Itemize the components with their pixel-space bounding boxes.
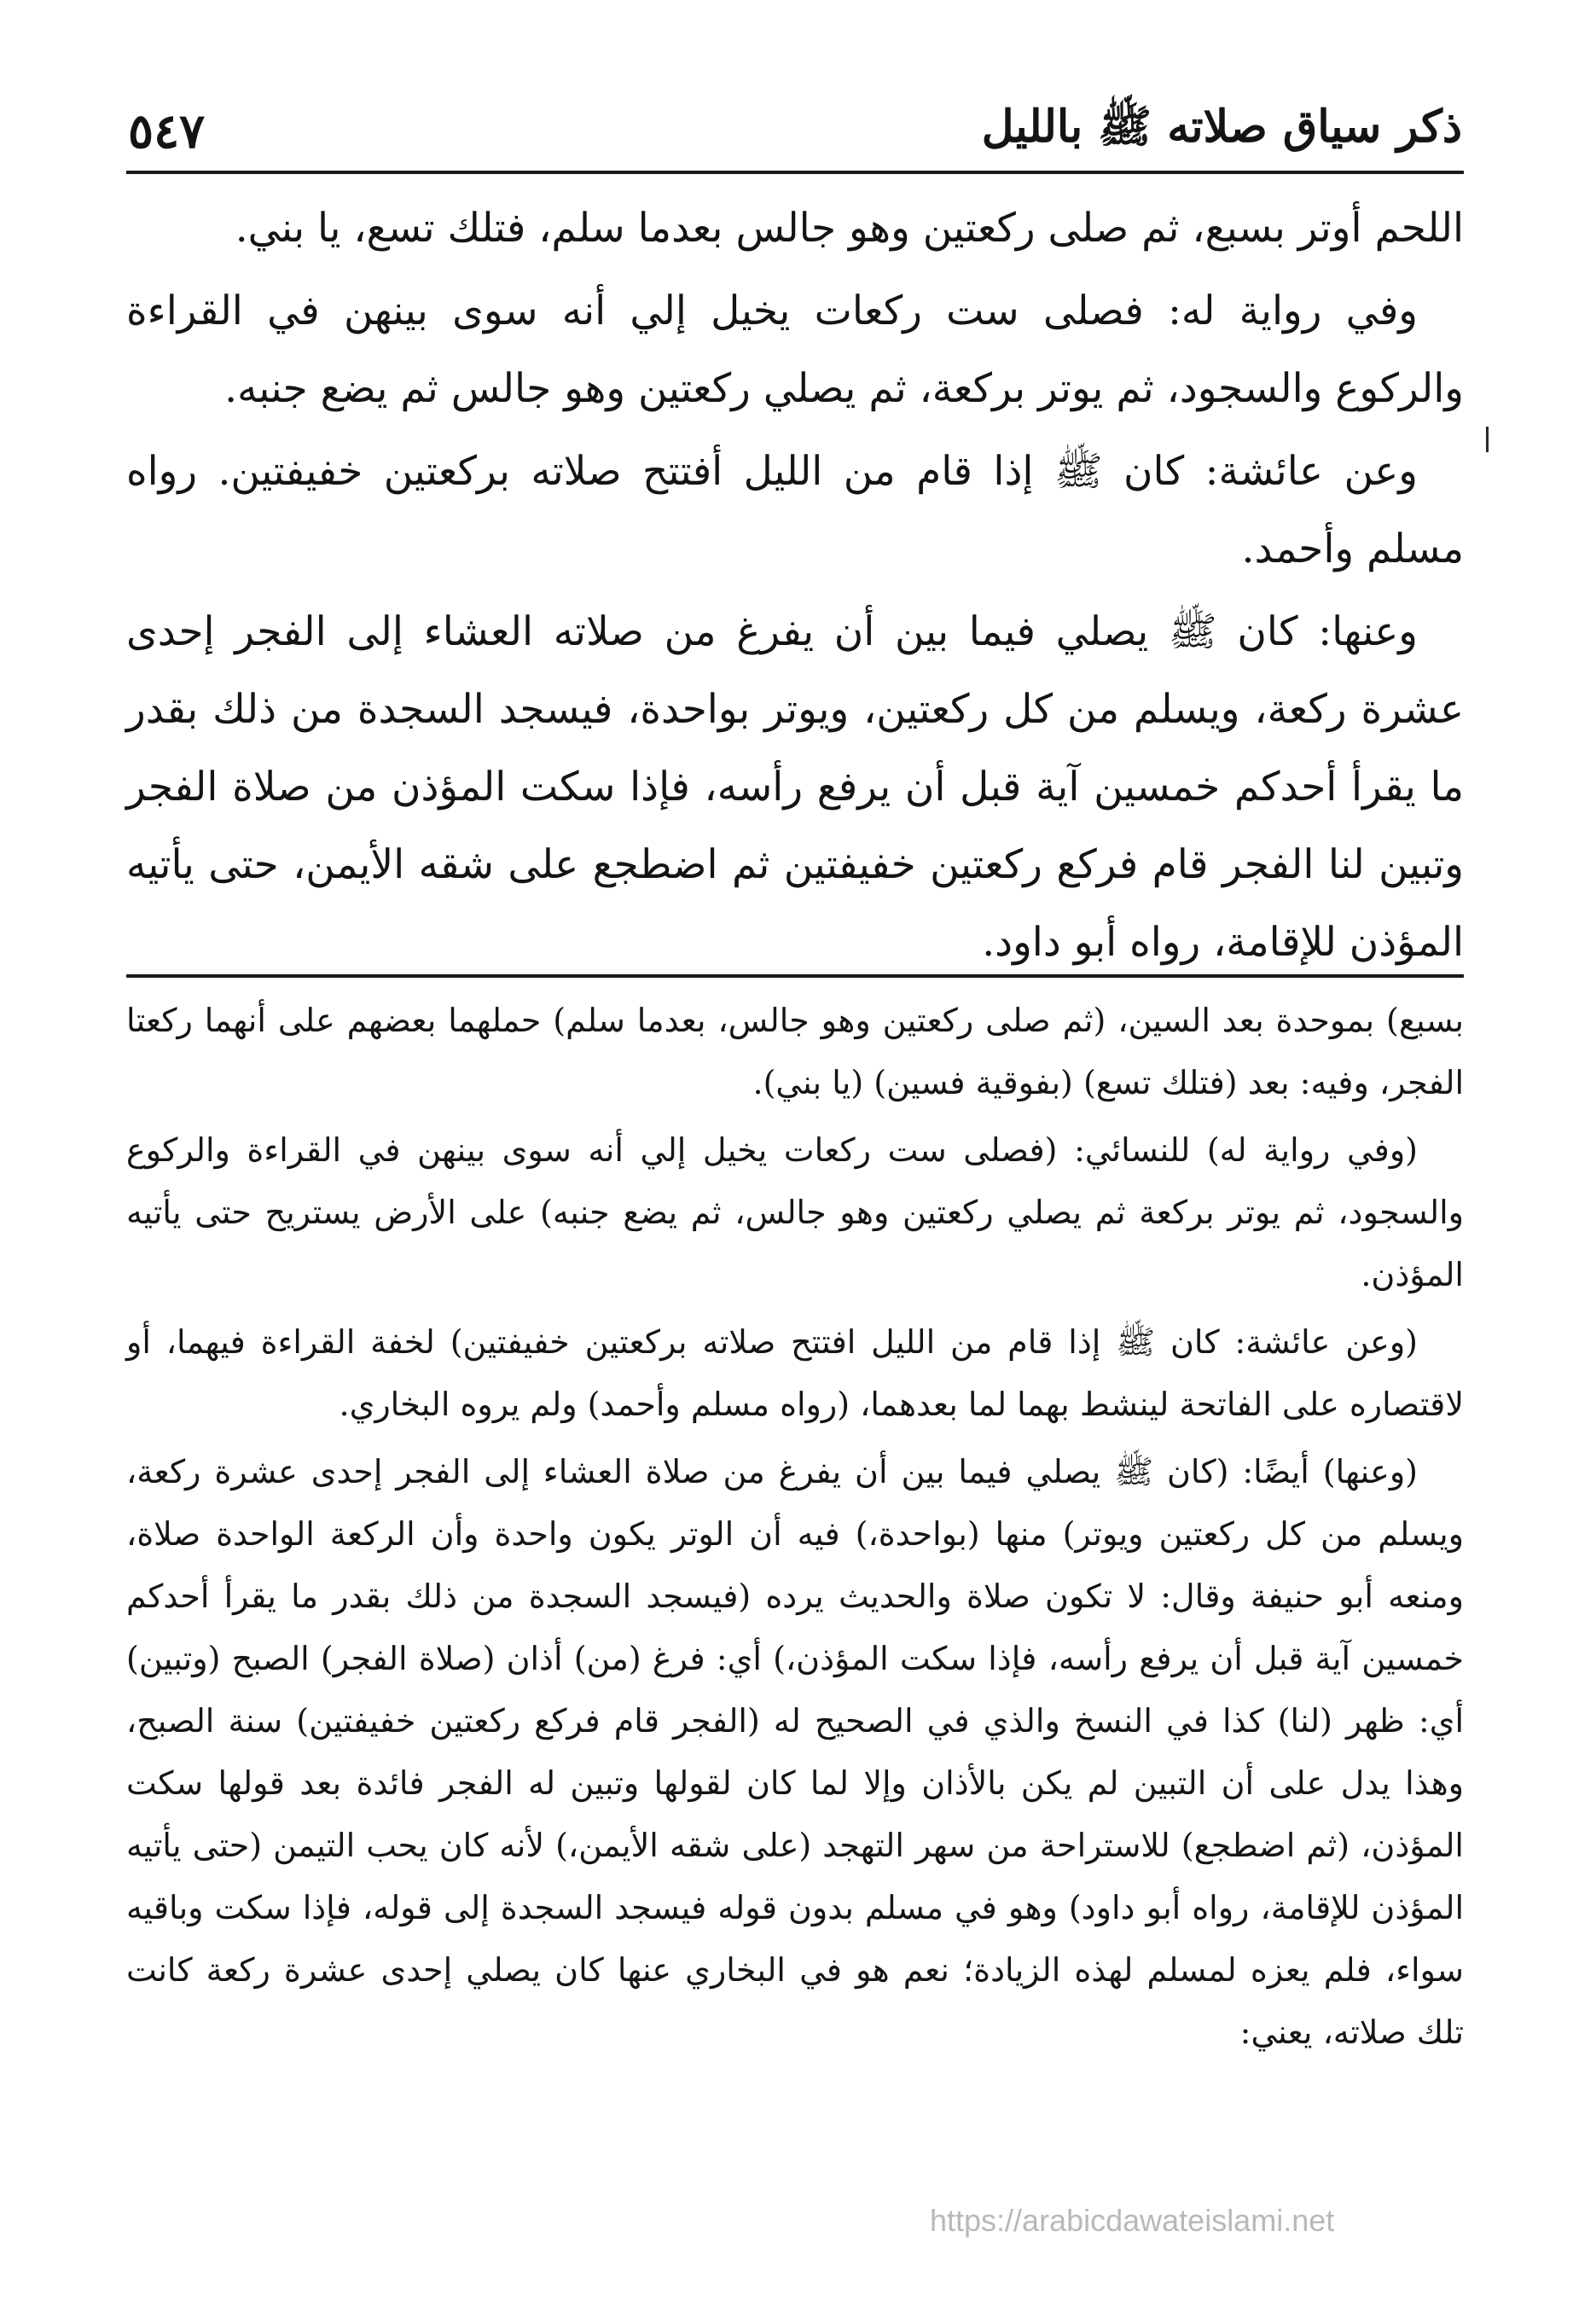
main-paragraph: اللحم أوتر بسبع، ثم صلى ركعتين وهو جالس بعدما سلم، فتلك تسع، يا بني. [235,205,1464,252]
commentary-paragraph: (وعن عائشة: كان ﷺ إذا قام من الليل افتتح صلاته بركعتين خفيفتين) لخفة القراءة فيهما، أو لاقتصاره على الفاتحة لينشط بهما لما بعدهما، (رواه مسلم وأحمد) ولم يروه البخاري. [126,1323,1464,1423]
running-title: ذكر سياق صلاته ﷺ بالليل [981,100,1462,153]
commentary-paragraph: (وفي رواية له) للنسائي: (فصلى ست ركعات يخيل إلي أنه سوى بينهن في القراءة والركوع والسجود، ثم يوتر بركعة ثم يصلي ركعتين وهو جالس، ثم يضع جنبه) على الأرض يستريح حتى يأتيه المؤذن. [126,1131,1464,1293]
commentary-paragraph: بسبع) بموحدة بعد السين، (ثم صلى ركعتين وهو جالس، بعدما سلم) حملهما بعضهم على أنهما ركعتا الفجر، وفيه: بعد (فتلك تسع) (بفوقية فسين) (يا بني). [126,1002,1464,1101]
commentary-block [126,990,1464,2069]
main-paragraph: وفي رواية له: فصلى ست ركعات يخيل إلي أنه سوى بينهن في القراءة والركوع والسجود، ثم يوتر بركعة، ثم يصلي ركعتين وهو جالس ثم يضع جنبه. [126,288,1464,412]
page-header [128,92,1462,171]
main-paragraph: وعنها: كان ﷺ يصلي فيما بين أن يفرغ من صلاته العشاء إلى الفجر إحدى عشرة ركعة، ويسلم من كل ركعتين، ويوتر بواحدة، فيسجد السجدة من ذلك بقدر ما يقرأ أحدكم خمسين آية قبل أن يرفع رأسه، فإذا سكت المؤذن من صلاة الفجر وتبين لنا الفجر قام فركع ركعتين خفيفتين ثم اضطجع على شقه الأيمن، حتى يأتيه المؤذن للإقامة، رواه أبو داود. [126,608,1464,966]
header-rule [126,171,1464,174]
commentary-divider [126,974,1464,978]
watermark-url: https://arabicdawateislami.net [930,2203,1335,2238]
main-text-block [126,189,1464,986]
commentary-paragraph: (وعنها) أيضًا: (كان ﷺ يصلي فيما بين أن يفرغ من صلاة العشاء إلى الفجر إحدى عشرة ركعة، ويسلم من كل ركعتين ويوتر) منها (بواحدة،) فيه أن الوتر يكون واحدة وأن الركعة الواحدة صلاة، ومنعه أبو حنيفة وقال: لا تكون صلاة والحديث يرده (فيسجد السجدة من ذلك بقدر ما يقرأ أحدكم خمسين آية قبل أن يرفع رأسه، فإذا سكت المؤذن،) أي: فرغ (من) أذان (صلاة الفجر) الصبح (وتبين) أي: ظهر (لنا) كذا في النسخ والذي في الصحيح له (الفجر قام فركع ركعتين خفيفتين) سنة الصبح، وهذا يدل على أن التبين لم يكن بالأذان وإلا لما كان لقولها وتبين له الفجر فائدة بعد قولها سكت المؤذن، (ثم اضطجع) للاستراحة من سهر التهجد (على شقه الأيمن،) لأنه كان يحب التيمن (حتى يأتيه المؤذن للإقامة، رواه أبو داود) وهو في مسلم بدون قوله فيسجد السجدة إلى قوله، فإذا سكت وباقيه سواء، فلم يعزه لمسلم لهذه الزيادة؛ نعم هو في البخاري عنها كان يصلي إحدى عشرة ركعة كانت تلك صلاته، يعني: [126,1453,1464,2051]
page-number: ٥٤٧ [128,103,206,160]
main-paragraph: وعن عائشة: كان ﷺ إذا قام من الليل أفتتح صلاته بركعتين خفيفتين. رواه مسلم وأحمد. [126,448,1464,572]
margin-mark [1486,427,1489,452]
